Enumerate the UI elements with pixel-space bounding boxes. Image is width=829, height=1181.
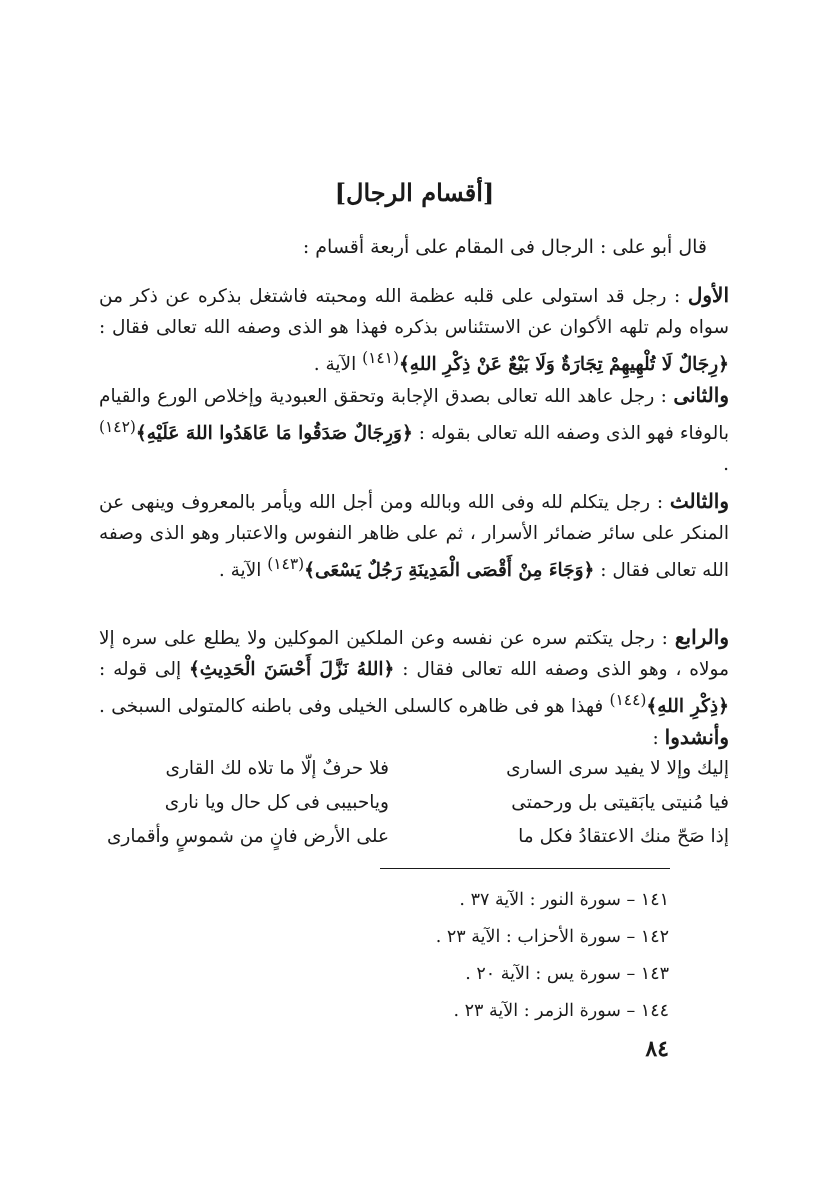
quran-quote-second: ﴿ذِكْرِ اللهِ﴾: [646, 696, 729, 718]
poem-first-hemistich: إذا صَحّ منك الاعتقادُ فكل ما: [518, 826, 729, 847]
paragraph-first: [99, 280, 729, 380]
paragraph-second: [99, 380, 729, 480]
quran-quote: ﴿وَجَاءَ مِنْ أَقْصَى الْمَدِينَةِ رَجُلٌ يَسْعَى﴾: [304, 560, 595, 582]
paragraph-tail: .: [723, 454, 729, 476]
poem-verse: [99, 820, 729, 854]
footnote-ref: (١٤٣): [267, 555, 305, 573]
quran-quote: ﴿اللهُ نَزَّلَ أَحْسَنَ الْحَدِيثِ﴾: [188, 659, 395, 680]
section-title: [أقسام الرجال]: [334, 178, 495, 207]
intro-line: قال أبو على : الرجال فى المقام على أربعة أقسام :: [302, 236, 707, 258]
footnote: ١٤١ – سورة النور : الآية ٣٧ .: [459, 890, 669, 910]
poem-verse: [99, 752, 729, 786]
paragraph-fourth: [99, 622, 729, 754]
footnote-ref: (١٤٢): [99, 418, 136, 436]
poem: [99, 752, 729, 854]
footnote: ١٤٤ – سورة الزمر : الآية ٢٣ .: [453, 1001, 669, 1021]
paragraph-text: : رجل عاهد الله تعالى بصدق الإجابة وتحقق العبودية وإخلاص الورع والقيام بالوفاء فهو الذى وصفه الله تعالى بقوله :: [99, 386, 729, 445]
footnote-divider: [380, 868, 670, 869]
paragraph-lead: الأول: [687, 283, 729, 307]
poem-first-hemistich: إليك وإلا لا يفيد سرى السارى: [506, 758, 729, 779]
paragraph-tail: إلى قوله :: [99, 659, 189, 680]
paragraph-text: : رجل قد استولى على قلبه عظمة الله ومحبته فاشتغل بذكره عن ذكر من سواه ولم تلهه الأكوان عن الاستئناس بذكره فهذا هو الذى وصفه الله تعالى فقال :: [99, 286, 729, 338]
paragraph-text: : رجل يتكتم سره عن نفسه وعن الملكين الموكلين ولا يطلع على سره إلا مولاه ، وهو الذى وصفه الله تعالى فقال :: [99, 628, 730, 680]
quran-quote: ﴿وَرِجَالٌ صَدَقُوا مَا عَاهَدُوا اللهَ عَلَيْهِ﴾: [135, 423, 413, 445]
footnote-ref: (١٤٤): [609, 691, 647, 709]
paragraph-third: [99, 486, 729, 586]
paragraph-tail: الآية .: [313, 354, 363, 376]
footnote-ref: (١٤١): [362, 349, 399, 367]
footnote: ١٤٣ – سورة يس : الآية ٢٠ .: [465, 964, 669, 984]
paragraph-text: : رجل يتكلم لله وفى الله وبالله ومن أجل الله ويأمر بالمعروف وينهى عن المنكر على سائر ضمائر الأسرار ، ثم على ظاهر النفوس والاعتبار وهو الذى وصفه الله تعالى فقال :: [99, 492, 729, 582]
poem-intro-label: وأنشدوا: [664, 725, 729, 750]
poem-intro-colon: :: [652, 728, 665, 750]
poem-second-hemistich: فلا حرفٌ إلّا ما تلاه لك القارى: [165, 758, 389, 779]
paragraph-tail: الآية .: [218, 560, 268, 582]
quran-quote: ﴿رِجَالٌ لَا تُلْهِيهِمْ تِجَارَةٌ وَلَا بَيْعٌ عَنْ ذِكْرِ اللهِ﴾: [398, 354, 729, 376]
poem-second-hemistich: وياحبيبى فى كل حال ويا نارى: [164, 792, 389, 813]
paragraph-lead: والرابع: [674, 625, 729, 649]
paragraph-lead: والثانى: [673, 383, 729, 407]
footnote: ١٤٢ – سورة الأحزاب : الآية ٢٣ .: [435, 927, 669, 947]
paragraph-lead: والثالث: [669, 489, 729, 513]
poem-verse: [99, 786, 729, 820]
page-number: ٨٤: [645, 1036, 669, 1062]
footnotes: [209, 882, 669, 1030]
poem-first-hemistich: فيا مُنيتى يابَقيتى بل ورحمتى: [511, 792, 729, 813]
poem-second-hemistich: على الأرض فانٍ من شموسٍ وأقمارى: [106, 826, 389, 847]
paragraph-tail-second: فهذا هو فى ظاهره كالسلى الخيلى وفى باطنه كالمتولى السبخى .: [99, 696, 610, 718]
